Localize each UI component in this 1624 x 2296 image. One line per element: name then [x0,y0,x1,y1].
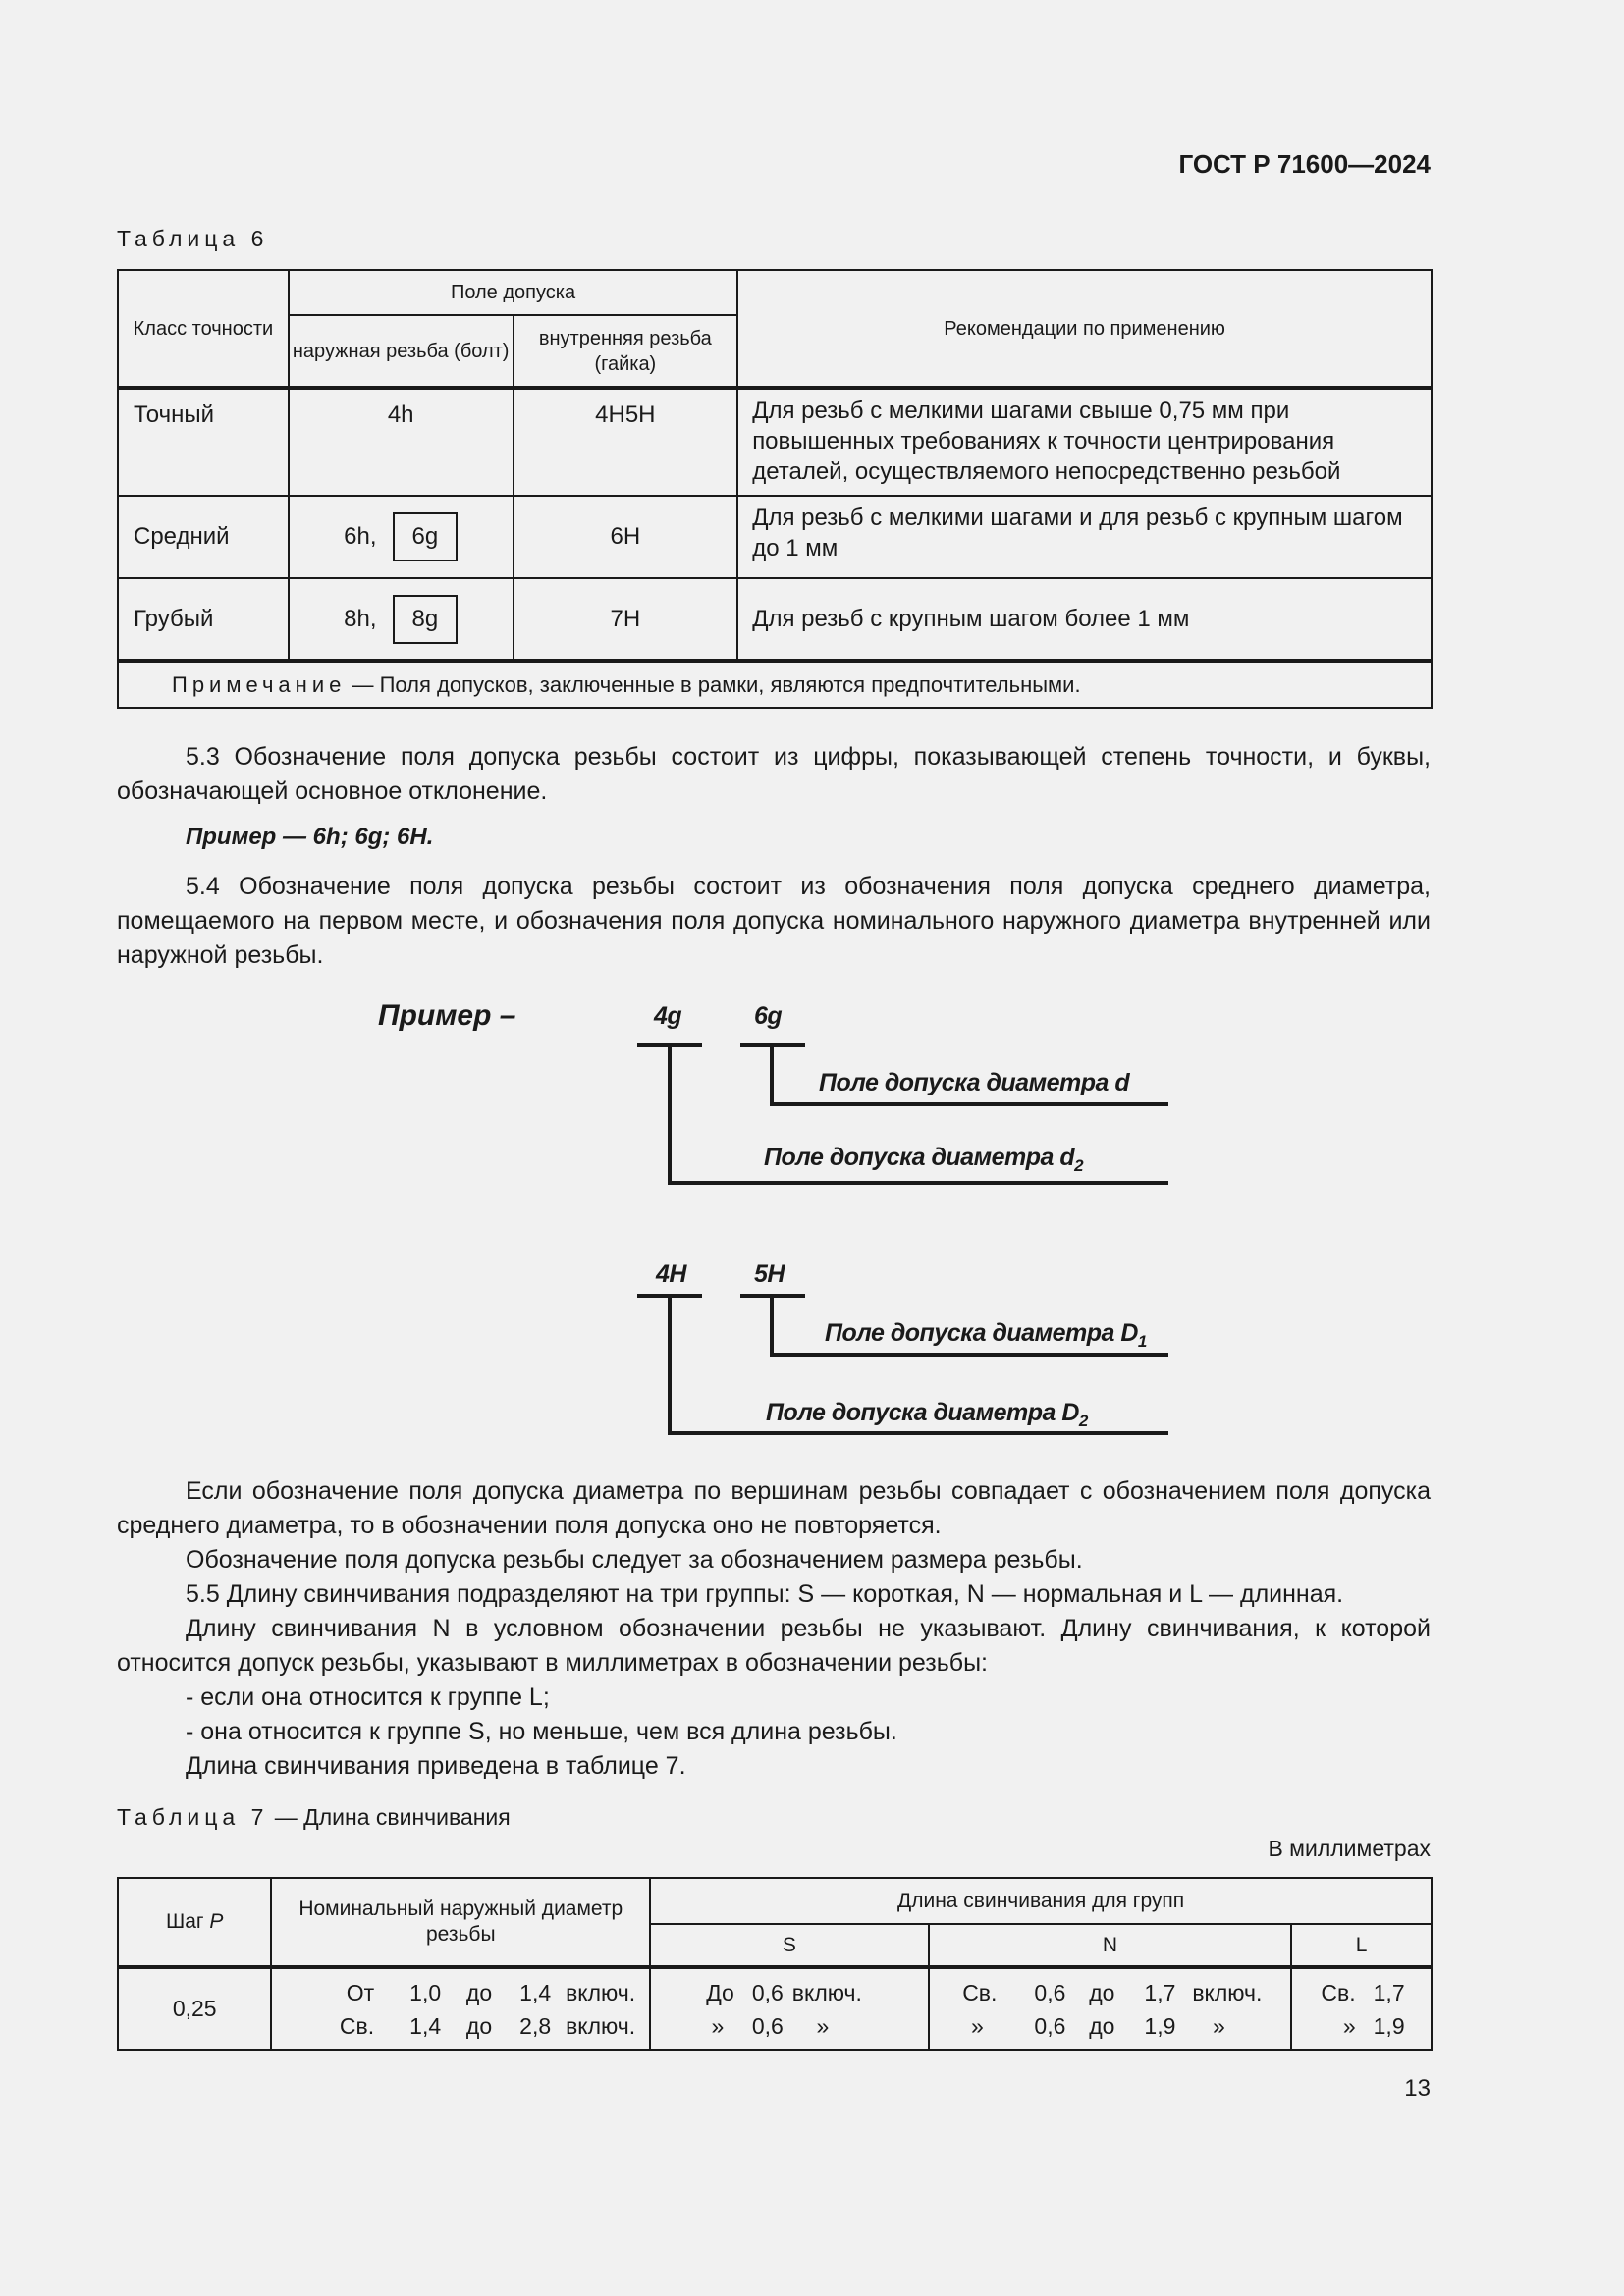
range-word: до [1089,2012,1115,2039]
note-text: — Поля допусков, заключенные в рамки, являются предпочтительными. [346,671,1081,697]
diagram-b-lower-line [668,1431,1168,1435]
step-header-text: Шаг [165,1910,210,1933]
diagram-b-right-label: 5H [754,1260,785,1288]
class-cell: Точный [118,388,289,496]
paragraph: Обозначение поля допуска резьбы следует за обозначением размера резьбы. [186,1546,1083,1574]
table-row [118,578,1432,661]
range-word: Св. [962,1979,998,2005]
S-ranges [651,1976,927,2043]
range-value: 1,0 [409,1979,442,2005]
range-word: » [816,2012,830,2039]
section-5-4: 5.4 Обозначение поля допуска резьбы состоит из обозначения поля допуска среднего диаметра, помещаемого на первом месте, и обозначения поля допуска номинального наружного диаметра внутренней или наружной резьбы. [117,873,1431,969]
diagram-a-lower-subscript: 2 [1074,1156,1084,1175]
range-value: 0,6 [1034,1979,1066,2005]
diagram-a-lower-line [668,1181,1168,1185]
N-ranges [930,1976,1291,2043]
diagram-b-upper-subscript: 1 [1137,1332,1147,1351]
class-cell: Средний [118,496,289,578]
table6-header-class: Класс точности [118,270,289,388]
diagram-b-upper-label [825,1319,1147,1352]
outer-cell [289,496,514,578]
diagram-b-right-stem [770,1294,774,1357]
list-item: - если она относится к группе L; [186,1683,550,1711]
paragraph: Длину свинчивания N в условном обозначении резьбы не указывают. Длину свинчивания, к которой относится допуск резьбы, указывают в миллиметрах в обозначении резьбы: [117,1615,1431,1677]
rec-cell: Для резьб с крупным шагом более 1 мм [737,578,1432,661]
S-cell [650,1967,928,2050]
outer-cell [289,578,514,661]
table7-header-S: S [650,1924,928,1967]
section-5-5: 5.5 Длину свинчивания подразделяют на три группы: S — короткая, N — нормальная и L — длинная. [186,1580,1344,1608]
range-value: 1,7 [1373,1979,1405,2005]
table7-header-N: N [929,1924,1292,1967]
inner-cell: 7H [514,578,738,661]
range-word: » [711,2012,725,2039]
example-label-5-4: Пример – [378,999,516,1032]
range-value: 0,6 [751,2012,784,2039]
range-word: » [971,2012,984,2039]
diagram-a-lower-label [764,1144,1083,1176]
range-value: 1,9 [1144,2012,1176,2039]
range-value: 1,9 [1373,2012,1405,2039]
diagram-b-lower-label [766,1399,1088,1431]
diagram-b-lower-subscript: 2 [1078,1412,1088,1430]
table7-header-length: Длина свинчивания для групп [650,1878,1432,1924]
L-cell [1291,1967,1432,2050]
diagram-b-upper-text: Поле допуска диаметра D [825,1319,1138,1347]
body-text [117,1474,1431,1784]
table6-header-outer: наружная резьба (болт) [289,315,514,388]
diagram-a-left-label: 4g [654,1002,682,1030]
L-ranges [1292,1976,1431,2043]
range-word: » [1213,2012,1225,2039]
table7-caption [117,1804,511,1831]
table6-note-row [118,661,1432,708]
table6-header-rec: Рекомендации по применению [737,270,1432,388]
diameter-cell [271,1967,650,2050]
range-word: до [465,2012,493,2039]
table6-note [118,661,1432,708]
range-value: 2,8 [519,2012,552,2039]
table6-header-field: Поле допуска [289,270,737,315]
diagram-b-upper-line [770,1353,1168,1357]
range-word: включ. [566,2012,636,2039]
range-word: Св. [1321,1979,1356,2005]
diagram-a-lower-text: Поле допуска диаметра d [764,1144,1075,1171]
step-header-var: P [209,1910,224,1933]
diagram-b-lower-text: Поле допуска диаметра D [766,1399,1079,1426]
range-word: » [1342,2012,1356,2039]
rec-cell: Для резьб с мелкими шагами и для резьб с крупным шагом до 1 мм [737,496,1432,578]
table6-caption: Таблица 6 [117,226,269,251]
range-word: до [1089,1979,1115,2005]
page-number: 13 [1404,2075,1431,2102]
diagram-b-left-label: 4H [656,1260,686,1288]
diagram-a-upper-label: Поле допуска диаметра d [819,1069,1130,1096]
paragraph: Если обозначение поля допуска диаметра по вершинам резьбы совпадает с обозначением поля допуска среднего диаметра, то в обозначении поля допуска оно не повторяется. [117,1477,1431,1539]
table7-header-step [118,1878,271,1967]
table7-header-diameter: Номинальный наружный диаметр резьбы [271,1878,650,1967]
outer-value: 6h, [344,523,377,550]
outer-value: 8h, [344,605,377,632]
diagram-a-upper-line [770,1102,1168,1106]
diagram-a-right-label: 6g [754,1002,783,1030]
step-cell: 0,25 [118,1967,271,2050]
range-value: 0,6 [1034,2012,1066,2039]
class-cell: Грубый [118,578,289,661]
outer-cell: 4h [289,388,514,496]
range-word: включ. [566,1979,636,2005]
preferred-value-box: 6g [393,512,459,561]
table7 [117,1877,1433,2051]
units-note: В миллиметрах [1268,1836,1431,1861]
table7-caption-label: Таблица 7 [117,1804,269,1830]
table-row [118,1967,1432,2050]
range-word: до [465,1979,493,2005]
range-value: 1,4 [519,1979,552,2005]
diagram-a-left-stem [668,1043,672,1185]
table7-header-L: L [1291,1924,1432,1967]
range-value: 1,7 [1144,1979,1176,2005]
table-row [118,496,1432,578]
paragraph: Длина свинчивания приведена в таблице 7. [186,1752,686,1780]
document-id: ГОСТ Р 71600—2024 [1178,149,1431,179]
range-value: 0,6 [751,1979,784,2005]
table-row [118,388,1432,496]
table6-header-inner: внутренняя резьба (гайка) [514,315,738,388]
table6 [117,269,1433,709]
diagram-a-right-stem [770,1043,774,1106]
list-item: - она относится к группе S, но меньше, чем вся длина резьбы. [186,1718,897,1745]
preferred-value-box: 8g [393,595,459,644]
diagram-b-left-stem [668,1294,672,1435]
table7-caption-text: — Длина свинчивания [268,1804,511,1830]
N-cell [929,1967,1292,2050]
note-label: Примечание [172,671,347,697]
range-word: включ. [791,1979,862,2005]
rec-cell: Для резьб с мелкими шагами свыше 0,75 мм при повышенных требованиях к точности центрирования деталей, осуществляемого непосредственно резьбой [737,388,1432,496]
range-word: От [346,1979,375,2005]
example-5-3: Пример — 6h; 6g; 6H. [186,824,434,850]
range-value: 1,4 [409,2012,442,2039]
diameter-ranges [272,1976,649,2043]
range-word: Св. [339,2012,375,2039]
inner-cell: 4H5H [514,388,738,496]
range-word: До [706,1979,734,2005]
inner-cell: 6H [514,496,738,578]
section-5-3: 5.3 Обозначение поля допуска резьбы состоит из цифры, показывающей степень точности, и буквы, обозначающей основное отклонение. [117,743,1431,805]
range-word: включ. [1192,1979,1263,2005]
